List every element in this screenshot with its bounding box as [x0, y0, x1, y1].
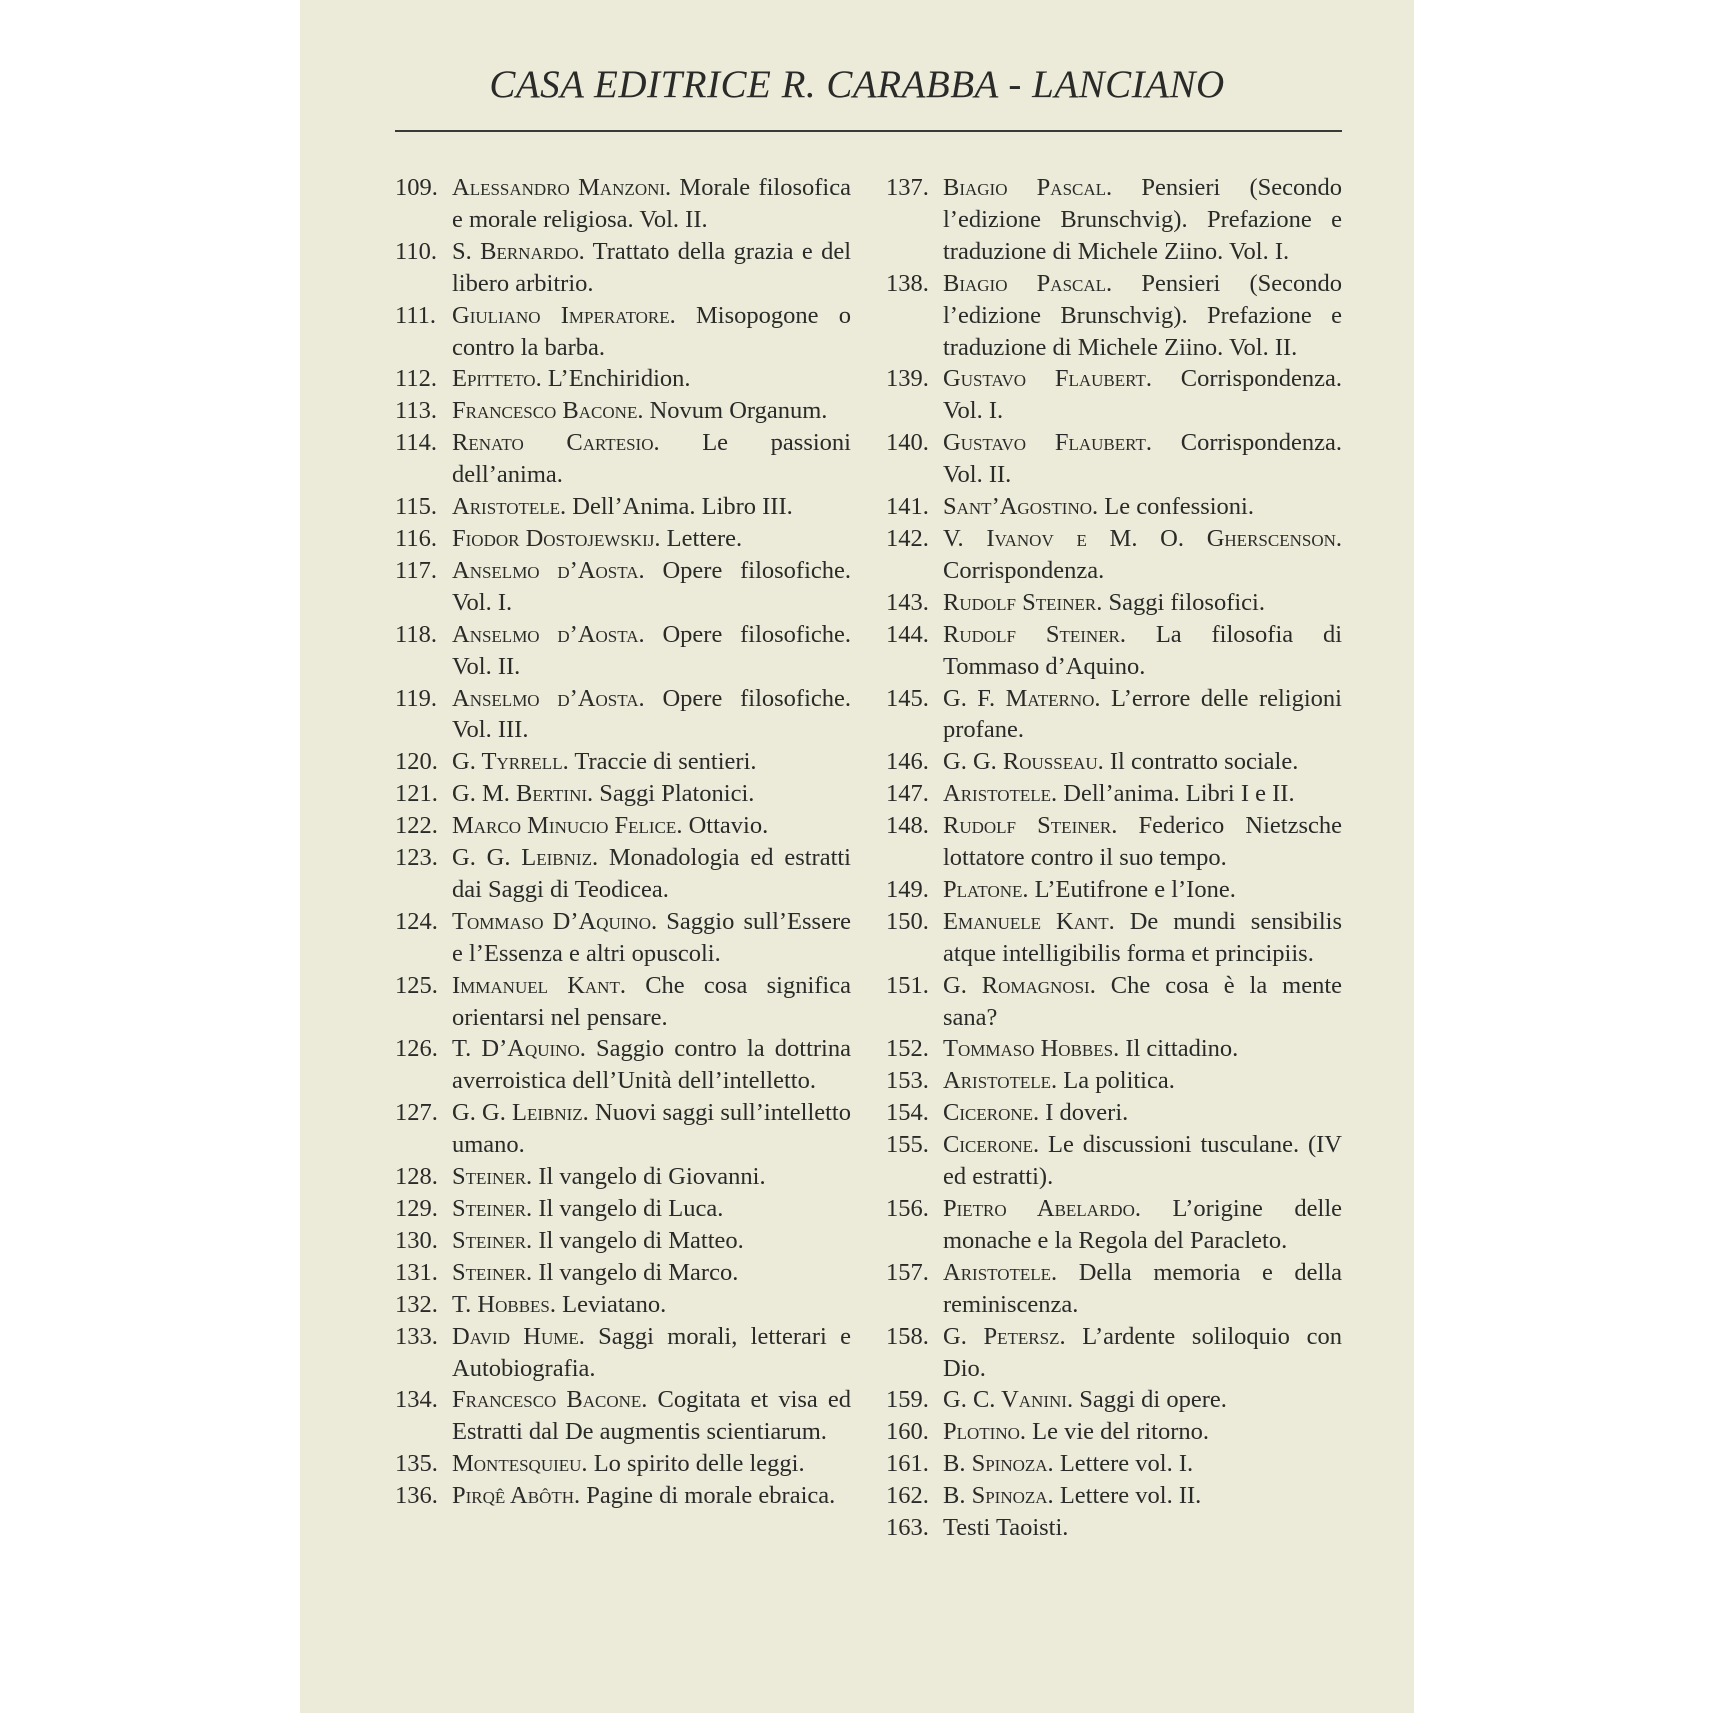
- entry-title: Il vangelo di Matteo.: [532, 1226, 744, 1254]
- catalog-entry: [395, 970, 851, 1034]
- entry-title: Opere filosofiche. Vol. II.: [452, 620, 852, 680]
- entry-text: [943, 746, 1342, 778]
- catalog-entry: [886, 1512, 1342, 1544]
- entry-number: 118.: [395, 620, 437, 648]
- entry-author: Biagio Pascal.: [943, 269, 1113, 297]
- entry-text: [943, 874, 1342, 906]
- entry-author: Anselmo d’Aosta.: [452, 556, 645, 584]
- entry-number: 110.: [395, 237, 437, 265]
- entry-number: 159.: [886, 1386, 929, 1414]
- entry-number: 156.: [886, 1195, 929, 1222]
- entry-number: 125.: [395, 971, 438, 999]
- catalog-entry: [886, 874, 1342, 906]
- entry-title: Traccie di sentieri.: [568, 748, 757, 776]
- entry-number: 154.: [886, 1099, 929, 1127]
- catalog-entry: [395, 906, 851, 970]
- entry-title: Dell’anima. Libri I e II.: [1057, 780, 1295, 808]
- catalog-entry: [395, 1193, 851, 1225]
- entry-title: L’errore delle religioni profane.: [943, 684, 1342, 744]
- entry-title: Le passioni dell’anima.: [452, 429, 851, 489]
- catalog-entry: [395, 523, 851, 555]
- entry-number: 152.: [886, 1035, 929, 1063]
- entry-author: Pirqê Abôth.: [452, 1482, 581, 1510]
- entry-text: [943, 970, 1342, 1034]
- entry-text: [452, 1161, 851, 1193]
- catalog-entry: [886, 587, 1342, 619]
- entry-text: [943, 1033, 1342, 1065]
- entry-title: Le confessioni.: [1098, 493, 1254, 521]
- entry-number: 133.: [395, 1322, 438, 1350]
- entry-text: [943, 1512, 1342, 1544]
- entry-number: 157.: [886, 1258, 929, 1286]
- entry-number: 135.: [395, 1450, 438, 1478]
- entry-text: [943, 1416, 1342, 1448]
- entry-author: Francesco Bacone.: [452, 1386, 648, 1414]
- catalog-entry: [395, 746, 851, 778]
- entry-number: 163.: [886, 1514, 929, 1542]
- entry-title: Pensieri (Secondo l’edizione Brunschvig). Prefazione e traduzione di Michele Ziino. Vol. I.: [943, 174, 1343, 265]
- entry-author: T. D’Aquino.: [452, 1035, 586, 1063]
- entry-author: G. F. Materno.: [943, 684, 1101, 712]
- entry-author: Aristotele.: [943, 1258, 1058, 1286]
- entry-number: 120.: [395, 748, 438, 776]
- entry-title: Il cittadino.: [1119, 1035, 1239, 1063]
- entry-title: Saggio contro la dottrina averroistica dell’Unità dell’intelletto.: [452, 1035, 851, 1095]
- catalog-entry: [395, 555, 851, 619]
- entry-title: Federico Nietzsche lottatore contro il suo tempo.: [943, 812, 1342, 872]
- entry-text: [943, 906, 1342, 970]
- catalog-entry: [395, 619, 851, 683]
- entry-author: S. Bernardo.: [452, 237, 585, 265]
- entry-title: L’origine delle monache e la Regola del Paracleto.: [943, 1195, 1342, 1254]
- catalog-entry: [886, 427, 1342, 491]
- entry-author: Cicerone.: [943, 1099, 1040, 1127]
- entry-number: 111.: [395, 301, 437, 329]
- entry-author: Anselmo d’Aosta.: [452, 620, 645, 648]
- entry-text: [943, 268, 1342, 364]
- entry-title: Il contratto sociale.: [1103, 748, 1299, 776]
- catalog-entry: [886, 746, 1342, 778]
- entry-title: Testi Taoisti.: [943, 1514, 1069, 1542]
- entry-number: 124.: [395, 907, 438, 935]
- entry-author: Aristotele.: [452, 493, 567, 521]
- catalog-entry: [395, 236, 851, 300]
- entry-text: [452, 491, 851, 523]
- entry-text: [452, 619, 851, 683]
- catalog-entry: [395, 1384, 851, 1448]
- entry-text: [943, 491, 1342, 523]
- entry-text: [943, 363, 1342, 427]
- entry-number: 130.: [395, 1226, 438, 1254]
- entry-author: Plotino.: [943, 1418, 1027, 1446]
- catalog-entry: [886, 810, 1342, 874]
- entry-author: Pietro Abelardo.: [943, 1195, 1141, 1222]
- entry-number: 162.: [886, 1482, 929, 1510]
- entry-title: Monadologia ed estratti dai Saggi di Teodicea.: [452, 844, 851, 903]
- entry-title: Opere filosofiche. Vol. I.: [452, 556, 852, 616]
- entry-author: Fiodor Dostojewskij.: [452, 524, 661, 552]
- entry-title: Corrispondenza. Vol. II.: [943, 429, 1343, 489]
- entry-text: [943, 1193, 1342, 1257]
- right-column: [886, 172, 1342, 1544]
- entry-title: Corrispondenza. Vol. I.: [943, 365, 1343, 425]
- entry-title: Pagine di morale ebraica.: [580, 1482, 836, 1510]
- catalog-entry: [395, 1480, 851, 1512]
- entry-text: [943, 1065, 1342, 1097]
- entry-title: Il vangelo di Luca.: [532, 1195, 724, 1222]
- entry-number: 117.: [395, 556, 437, 584]
- entry-title: I doveri.: [1039, 1099, 1129, 1127]
- catalog-entry: [886, 172, 1342, 268]
- entry-author: G. G. Leibniz.: [452, 1099, 589, 1127]
- entry-text: [943, 1448, 1342, 1480]
- catalog-entry: [395, 810, 851, 842]
- entry-text: [452, 1225, 851, 1257]
- entry-author: G. M. Bertini.: [452, 780, 594, 808]
- entry-title: Novum Organum.: [643, 397, 828, 425]
- catalog-entry: [395, 1289, 851, 1321]
- catalog-entry: [886, 1384, 1342, 1416]
- entry-author: Montesquieu.: [452, 1450, 588, 1478]
- entry-author: Marco Minucio Felice.: [452, 812, 683, 840]
- catalog-page: [300, 0, 1414, 1713]
- entry-number: 141.: [886, 493, 929, 521]
- entry-author: Immanuel Kant.: [452, 971, 626, 999]
- catalog-entry: [395, 1033, 851, 1097]
- entry-title: L’ardente soliloquio con Dio.: [943, 1322, 1342, 1382]
- entry-author: Rudolf Steiner.: [943, 588, 1103, 616]
- entry-author: B. Spinoza.: [943, 1450, 1054, 1478]
- entry-author: Anselmo d’Aosta.: [452, 684, 645, 712]
- entry-author: Tommaso Hobbes.: [943, 1035, 1120, 1063]
- entry-author: G. G. Rousseau.: [943, 748, 1104, 776]
- entry-author: B. Spinoza.: [943, 1482, 1054, 1510]
- entry-text: [452, 363, 851, 395]
- entry-number: 160.: [886, 1418, 929, 1446]
- entry-title: Ottavio.: [682, 812, 769, 840]
- entry-number: 158.: [886, 1322, 929, 1350]
- entry-number: 143.: [886, 588, 929, 616]
- entry-title: Saggio sull’Essere e l’Essenza e altri opuscoli.: [452, 907, 851, 967]
- entry-title: Il vangelo di Giovanni.: [532, 1163, 766, 1191]
- entry-title: La filosofia di Tommaso d’Aquino.: [943, 620, 1342, 680]
- entry-number: 136.: [395, 1482, 438, 1510]
- entry-title: Lo spirito delle leggi.: [587, 1450, 805, 1478]
- entry-author: G. C. Vanini.: [943, 1386, 1074, 1414]
- entry-number: 149.: [886, 875, 929, 903]
- entry-title: Dell’Anima. Libro III.: [566, 493, 793, 521]
- catalog-entry: [886, 1033, 1342, 1065]
- entry-number: 128.: [395, 1163, 438, 1191]
- entry-number: 132.: [395, 1290, 438, 1318]
- catalog-entry: [395, 395, 851, 427]
- entry-text: [452, 236, 851, 300]
- left-column: [395, 172, 851, 1512]
- entry-number: 131.: [395, 1258, 438, 1286]
- entry-author: Sant’Agostino.: [943, 493, 1099, 521]
- entry-number: 144.: [886, 620, 929, 648]
- entry-text: [452, 555, 851, 619]
- entry-number: 123.: [395, 844, 438, 872]
- entry-number: 146.: [886, 748, 929, 776]
- catalog-entry: [886, 1193, 1342, 1257]
- catalog-entry: [886, 523, 1342, 587]
- entry-title: Della memoria e della reminiscenza.: [943, 1258, 1342, 1318]
- entry-author: Francesco Bacone.: [452, 397, 644, 425]
- catalog-entry: [886, 491, 1342, 523]
- entry-author: Biagio Pascal.: [943, 174, 1113, 201]
- catalog-entry: [395, 778, 851, 810]
- entry-number: 129.: [395, 1195, 438, 1222]
- entry-number: 109.: [395, 174, 438, 201]
- catalog-entry: [886, 683, 1342, 747]
- entry-text: [452, 1033, 851, 1097]
- entry-title: Cogitata et visa ed Estratti dal De augmentis scientiarum.: [452, 1386, 851, 1446]
- catalog-entry: [886, 1321, 1342, 1385]
- entry-title: Saggi Platonici.: [593, 780, 755, 808]
- entry-title: De mundi sensibilis atque intelligibilis forma et principiis.: [943, 907, 1343, 967]
- catalog-entry: [395, 363, 851, 395]
- entry-author: G. Petersz.: [943, 1322, 1066, 1350]
- entry-text: [452, 683, 851, 747]
- entry-title: Il vangelo di Marco.: [532, 1258, 739, 1286]
- entry-author: Renato Cartesio.: [452, 429, 660, 457]
- entry-text: [943, 683, 1342, 747]
- entry-number: 155.: [886, 1131, 929, 1159]
- entry-title: Le discussioni tusculane. (IV ed estratti).: [943, 1131, 1342, 1191]
- entry-text: [452, 970, 851, 1034]
- entry-text: [452, 172, 851, 236]
- catalog-entry: [886, 1448, 1342, 1480]
- entry-number: 126.: [395, 1035, 438, 1063]
- entry-author: Emanuele Kant.: [943, 907, 1115, 935]
- entry-text: [452, 1480, 851, 1512]
- entry-number: 148.: [886, 812, 929, 840]
- entry-author: Gustavo Flaubert.: [943, 429, 1152, 457]
- entry-text: [452, 427, 851, 491]
- entry-author: Alessandro Manzoni.: [452, 174, 672, 201]
- entry-title: Saggi di opere.: [1073, 1386, 1227, 1414]
- catalog-entry: [395, 491, 851, 523]
- catalog-entry: [886, 1480, 1342, 1512]
- entry-text: [943, 1097, 1342, 1129]
- catalog-entry: [395, 172, 851, 236]
- entry-text: [452, 1289, 851, 1321]
- entry-number: 122.: [395, 812, 438, 840]
- entry-author: Aristotele.: [943, 780, 1058, 808]
- entry-title: Morale filosofica e morale religiosa. Vol. II.: [452, 174, 851, 233]
- entry-text: [943, 172, 1342, 268]
- entry-text: [452, 523, 851, 555]
- entry-text: [452, 906, 851, 970]
- catalog-entry: [395, 683, 851, 747]
- entry-title: Pensieri (Secondo l’edizione Brunschvig). Prefazione e traduzione di Michele Ziino. Vol. II.: [943, 269, 1343, 361]
- entry-author: Steiner.: [452, 1195, 533, 1222]
- entry-text: [943, 1321, 1342, 1385]
- entry-number: 127.: [395, 1099, 438, 1127]
- entry-author: Rudolf Steiner.: [943, 812, 1118, 840]
- entry-title: Misopogone o contro la barba.: [452, 301, 852, 361]
- entry-author: Aristotele.: [943, 1067, 1058, 1095]
- catalog-entry: [395, 1448, 851, 1480]
- entry-text: [452, 842, 851, 906]
- entry-text: [943, 619, 1342, 683]
- catalog-entry: [886, 1129, 1342, 1193]
- entry-title: Nuovi saggi sull’intelletto umano.: [452, 1099, 851, 1159]
- entry-number: 145.: [886, 684, 929, 712]
- entry-text: [943, 587, 1342, 619]
- entry-number: 140.: [886, 429, 929, 457]
- entry-number: 139.: [886, 365, 929, 393]
- catalog-entry: [886, 970, 1342, 1034]
- entry-title: Lettere vol. I.: [1053, 1450, 1194, 1478]
- entry-title: Lettere.: [660, 524, 743, 552]
- entry-author: Tommaso D’Aquino.: [452, 907, 658, 935]
- entry-number: 113.: [395, 397, 437, 425]
- entry-author: Cicerone.: [943, 1131, 1040, 1159]
- entry-number: 119.: [395, 684, 437, 712]
- entry-author: Giuliano Imperatore.: [452, 301, 676, 329]
- entry-text: [452, 1257, 851, 1289]
- entry-author: T. Hobbes.: [452, 1290, 557, 1318]
- entry-author: David Hume.: [452, 1322, 585, 1350]
- entry-author: G. Tyrrell.: [452, 748, 569, 776]
- entry-title: L’Eutifrone e l’Ione.: [1028, 875, 1236, 903]
- catalog-entry: [395, 1097, 851, 1161]
- entry-author: Rudolf Steiner.: [943, 620, 1127, 648]
- catalog-entry: [886, 1065, 1342, 1097]
- entry-author: G. G. Leibniz.: [452, 844, 599, 872]
- catalog-entry: [886, 268, 1342, 364]
- entry-text: [452, 746, 851, 778]
- entry-text: [452, 1448, 851, 1480]
- entry-text: [943, 1129, 1342, 1193]
- entry-title: Leviatano.: [556, 1290, 667, 1318]
- entry-text: [452, 810, 851, 842]
- catalog-entry: [886, 619, 1342, 683]
- catalog-entry: [886, 1097, 1342, 1129]
- entry-text: [943, 1257, 1342, 1321]
- entry-author: Steiner.: [452, 1226, 533, 1254]
- entry-number: 153.: [886, 1067, 929, 1095]
- entry-text: [452, 395, 851, 427]
- entry-text: [943, 778, 1342, 810]
- entry-text: [943, 427, 1342, 491]
- catalog-entry: [395, 1225, 851, 1257]
- entry-title: Saggi filosofici.: [1102, 588, 1265, 616]
- entry-title: Opere filosofiche. Vol. III.: [452, 684, 852, 744]
- catalog-entry: [395, 427, 851, 491]
- entry-number: 116.: [395, 524, 437, 552]
- catalog-entry: [886, 906, 1342, 970]
- entry-title: Che cosa è la mente sana?: [943, 971, 1343, 1031]
- entry-number: 112.: [395, 365, 437, 393]
- entry-number: 137.: [886, 174, 929, 201]
- entry-text: [452, 300, 851, 364]
- catalog-entry: [395, 1161, 851, 1193]
- entry-author: G. Romagnosi.: [943, 971, 1096, 999]
- entry-title: Corrispondenza.: [943, 556, 1105, 584]
- catalog-entry: [886, 778, 1342, 810]
- entry-title: La politica.: [1057, 1067, 1175, 1095]
- catalog-entry: [886, 363, 1342, 427]
- entry-text: [943, 1384, 1342, 1416]
- entry-text: [452, 1384, 851, 1448]
- entry-title: Che cosa significa orientarsi nel pensare.: [452, 971, 851, 1031]
- entry-text: [452, 1193, 851, 1225]
- entry-text: [452, 1097, 851, 1161]
- header-divider: [395, 130, 1342, 132]
- entry-text: [943, 810, 1342, 874]
- entry-number: 134.: [395, 1386, 438, 1414]
- catalog-entry: [395, 842, 851, 906]
- entry-author: Platone.: [943, 875, 1029, 903]
- entry-author: V. Ivanov e M. O. Gherscenson.: [943, 524, 1342, 552]
- entry-title: Saggi morali, letterari e Autobiografia.: [452, 1322, 851, 1382]
- catalog-entry: [886, 1416, 1342, 1448]
- entry-number: 147.: [886, 780, 929, 808]
- entry-title: L’Enchiridion.: [541, 365, 691, 393]
- entry-number: 121.: [395, 780, 438, 808]
- entry-author: Gustavo Flaubert.: [943, 365, 1152, 393]
- entry-number: 114.: [395, 429, 437, 457]
- entry-text: [943, 1480, 1342, 1512]
- entry-author: Epitteto.: [452, 365, 542, 393]
- catalog-entry: [395, 300, 851, 364]
- catalog-entry: [886, 1257, 1342, 1321]
- entry-text: [943, 523, 1342, 587]
- entry-number: 150.: [886, 907, 929, 935]
- entry-title: Lettere vol. II.: [1053, 1482, 1202, 1510]
- entry-number: 161.: [886, 1450, 929, 1478]
- publisher-header: CASA EDITRICE R. CARABBA - LANCIANO: [489, 63, 1225, 106]
- catalog-entry: [395, 1257, 851, 1289]
- entry-number: 151.: [886, 971, 929, 999]
- entry-text: [452, 778, 851, 810]
- entry-author: Steiner.: [452, 1258, 533, 1286]
- entry-number: 115.: [395, 493, 437, 521]
- entry-author: Steiner.: [452, 1163, 533, 1191]
- catalog-entry: [395, 1321, 851, 1385]
- entry-title: Trattato della grazia e del libero arbitrio.: [452, 237, 852, 297]
- entry-number: 142.: [886, 524, 929, 552]
- entry-text: [452, 1321, 851, 1385]
- entry-number: 138.: [886, 269, 929, 297]
- entry-title: Le vie del ritorno.: [1026, 1418, 1210, 1446]
